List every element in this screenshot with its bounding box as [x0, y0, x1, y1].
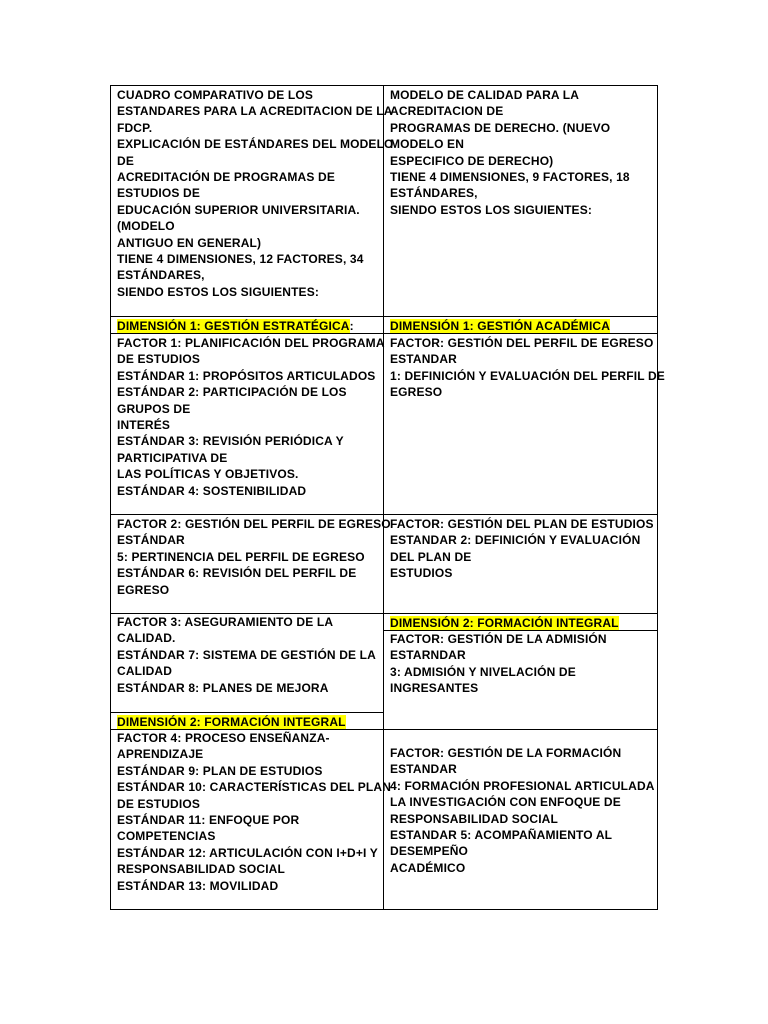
text-line: 3: ADMISIÓN Y NIVELACIÓN DE: [390, 664, 576, 679]
left-dimension-1-heading: DIMENSIÓN 1: GESTIÓN ESTRATÉGICA: [117, 319, 350, 333]
text-line: EDUCACIÓN SUPERIOR UNIVERSITARIA.: [117, 202, 360, 217]
text-line: CALIDAD.: [117, 631, 176, 646]
text-line: 1: DEFINICIÓN Y EVALUACIÓN DEL PERFIL DE: [390, 368, 665, 383]
text-line: ANTIGUO EN GENERAL): [117, 235, 262, 250]
text-line: ESTÁNDARES,: [117, 268, 205, 283]
right-factor-d-text: [390, 745, 653, 876]
right-dimension-2-heading: DIMENSIÓN 2: FORMACIÓN INTEGRAL: [390, 616, 619, 630]
text-line: 5: PERTINENCIA DEL PERFIL DE EGRESO: [117, 549, 365, 564]
text-line: SIENDO ESTOS LOS SIGUIENTES:: [117, 284, 320, 299]
left-factor-4-cell: [110, 729, 392, 910]
left-factor-2-text: [117, 516, 391, 598]
text-line: RESPONSABILIDAD SOCIAL: [117, 862, 285, 877]
text-line: ESTUDIOS DE: [117, 186, 200, 201]
text-line: ESTÁNDAR 12: ARTICULACIÓN CON I+D+I Y: [117, 845, 378, 860]
text-line: ESTÁNDAR 9: PLAN DE ESTUDIOS: [117, 763, 323, 778]
left-factor-2-cell: [110, 514, 391, 614]
text-line: RESPONSABILIDAD SOCIAL: [390, 811, 558, 826]
text-line: FACTOR: GESTIÓN DE LA ADMISIÓN: [390, 632, 607, 646]
text-line: ACREDITACION DE: [390, 104, 504, 119]
text-line: DE: [117, 153, 134, 168]
left-dimension-2-cell: [110, 712, 384, 730]
text-line: FACTOR 4: PROCESO ENSEÑANZA-: [117, 731, 330, 745]
text-line: INGRESANTES: [390, 681, 479, 696]
text-line: APRENDIZAJE: [117, 747, 204, 762]
right-dimension-1-heading: DIMENSIÓN 1: GESTIÓN ACADÉMICA: [390, 319, 611, 333]
text-line: PROGRAMAS DE DERECHO. (NUEVO: [390, 120, 611, 135]
text-line: ESTÁNDAR 6: REVISIÓN DEL PERFIL DE: [117, 566, 357, 581]
left-factor-3-text: [117, 614, 379, 696]
text-line: GRUPOS DE: [117, 401, 191, 416]
text-line: ESTARNDAR: [390, 648, 466, 663]
text-line: PARTICIPATIVA DE: [117, 450, 228, 465]
text-line: ESTÁNDARES,: [390, 186, 478, 201]
text-line: ESTANDAR: [390, 352, 457, 367]
left-column: [110, 86, 394, 910]
text-line: ACADÉMICO: [390, 860, 466, 875]
right-factor-b-cell: [384, 514, 658, 614]
text-line: DEL PLAN DE: [390, 549, 472, 564]
left-factor-1-text: [117, 335, 385, 499]
text-line: ESPECIFICO DE DERECHO): [390, 153, 554, 168]
left-factor-1-cell: [110, 333, 384, 515]
text-line: LAS POLÍTICAS Y OBJETIVOS.: [117, 467, 299, 482]
text-line: 4: FORMACIÓN PROFESIONAL ARTICULADA: [390, 778, 655, 793]
text-line: MODELO DE CALIDAD PARA LA: [390, 88, 580, 102]
left-factor-4-text: [117, 730, 392, 894]
left-intro-cell: [110, 85, 394, 317]
text-line: ESTÁNDAR 13: MOVILIDAD: [117, 878, 279, 893]
text-line: ESTÁNDAR: [117, 533, 185, 548]
text-line: EGRESO: [390, 385, 443, 400]
text-line: DE ESTUDIOS: [117, 352, 200, 367]
left-intro-text: [117, 87, 394, 300]
text-line: CUADRO COMPARATIVO DE LOS: [117, 88, 313, 102]
text-line: ESTANDAR 2: DEFINICIÓN Y EVALUACIÓN: [390, 533, 641, 548]
right-dimension-2-cell: [384, 613, 658, 631]
text-line: EGRESO: [117, 582, 170, 597]
right-factor-a-text: [390, 335, 665, 401]
text-line: ESTÁNDAR 2: PARTICIPACIÓN DE LOS: [117, 385, 347, 400]
text-line: DE ESTUDIOS: [117, 796, 200, 811]
text-line: COMPETENCIAS: [117, 829, 216, 844]
text-line: TIENE 4 DIMENSIONES, 12 FACTORES, 34: [117, 252, 364, 267]
left-dimension-1-cell: [110, 316, 384, 334]
right-column: [384, 86, 665, 910]
text-line: ESTÁNDAR 7: SISTEMA DE GESTIÓN DE LA: [117, 647, 376, 662]
text-line: ESTUDIOS: [390, 566, 453, 581]
right-factor-c-text: [390, 631, 653, 697]
text-line: ESTANDAR: [390, 762, 457, 777]
left-dimension-2-heading: DIMENSIÓN 2: FORMACIÓN INTEGRAL: [117, 715, 346, 729]
text-line: ACREDITACIÓN DE PROGRAMAS DE: [117, 170, 335, 185]
text-line: ESTÁNDAR 10: CARACTERÍSTICAS DEL PLAN: [117, 780, 392, 795]
text-line: FACTOR: GESTIÓN DEL PLAN DE ESTUDIOS: [390, 517, 654, 531]
text-line: INTERÉS: [117, 418, 171, 433]
text-line: CALIDAD: [117, 664, 173, 679]
right-intro-cell: [384, 85, 658, 317]
text-line: (MODELO: [117, 219, 175, 234]
text-line: FACTOR: GESTIÓN DE LA FORMACIÓN: [390, 746, 622, 760]
left-factor-3-cell: [110, 613, 384, 713]
text-line: ESTÁNDAR 4: SOSTENIBILIDAD: [117, 483, 307, 498]
text-line: ESTÁNDAR 1: PROPÓSITOS ARTICULADOS: [117, 368, 376, 383]
text-line: FACTOR 2: GESTIÓN DEL PERFIL DE EGRESO: [117, 517, 391, 531]
right-factor-c-cell: [384, 630, 658, 730]
text-line: LA INVESTIGACIÓN CON ENFOQUE DE: [390, 795, 621, 810]
text-line: FACTOR: GESTIÓN DEL PERFIL DE EGRESO: [390, 336, 654, 350]
text-line: ESTÁNDAR 3: REVISIÓN PERIÓDICA Y: [117, 434, 344, 449]
text-line: EXPLICACIÓN DE ESTÁNDARES DEL MODELO: [117, 137, 394, 152]
text-line: MODELO EN: [390, 137, 465, 152]
right-factor-b-text: [390, 516, 653, 582]
right-factor-d-cell: [384, 729, 658, 910]
text-line: SIENDO ESTOS LOS SIGUIENTES:: [390, 202, 593, 217]
text-line: FACTOR 1: PLANIFICACIÓN DEL PROGRAMA: [117, 336, 385, 350]
left-dimension-1-colon: :: [349, 319, 354, 333]
text-line: DESEMPEÑO: [390, 844, 469, 859]
right-factor-a-cell: [384, 333, 665, 515]
right-intro-text: [390, 87, 653, 218]
text-line: ESTÁNDAR 11: ENFOQUE POR: [117, 813, 300, 828]
text-line: TIENE 4 DIMENSIONES, 9 FACTORES, 18: [390, 170, 630, 185]
text-line: ESTANDARES PARA LA ACREDITACION DE LA: [117, 104, 393, 119]
right-dimension-1-cell: [384, 316, 658, 334]
text-line: FDCP.: [117, 120, 153, 135]
text-line: ESTÁNDAR 8: PLANES DE MEJORA: [117, 680, 329, 695]
text-line: FACTOR 3: ASEGURAMIENTO DE LA: [117, 615, 334, 629]
text-line: ESTANDAR 5: ACOMPAÑAMIENTO AL: [390, 828, 613, 843]
